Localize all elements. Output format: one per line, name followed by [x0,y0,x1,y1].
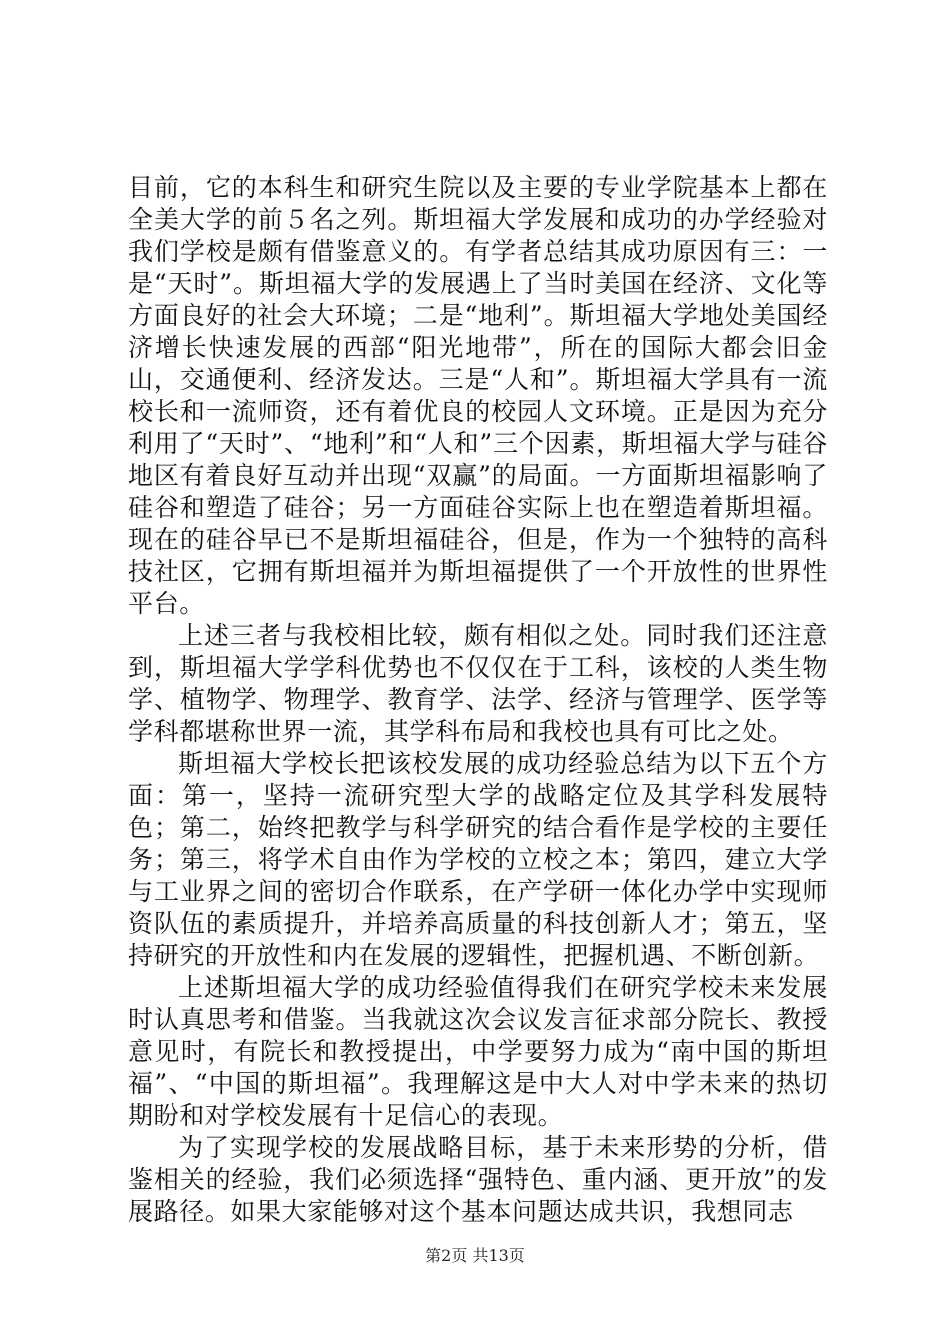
document-body [128,172,828,1228]
paragraph-1: 目前，它的本科生和研究生院以及主要的专业学院基本上都在全美大学的前５名之列。斯坦福大学发展和成功的办学经验对我们学校是颇有借鉴意义的。有学者总结其成功原因有三：一是“天时”。斯坦福大学的发展遇上了当时美国在经济、文化等方面良好的社会大环境；二是“地利”。斯坦福大学地处美国经济增长快速发展的西部“阳光地带”，所在的国际大都会旧金山，交通便利、经济发达。三是“人和”。斯坦福大学具有一流校长和一流师资，还有着优良的校园人文环境。正是因为充分利用了“天时”、“地利”和“人和”三个因素，斯坦福大学与硅谷地区有着良好互动并出现“双赢”的局面。一方面斯坦福影响了硅谷和塑造了硅谷；另一方面硅谷实际上也在塑造着斯坦福。现在的硅谷早已不是斯坦福硅谷，但是，作为一个独特的高科技社区，它拥有斯坦福并为斯坦福提供了一个开放性的世界性平台。 [128,173,828,618]
paragraph-3: 斯坦福大学校长把该校发展的成功经验总结为以下五个方面：第一，坚持一流研究型大学的战略定位及其学科发展特色；第二，始终把教学与科学研究的结合看作是学校的主要任务；第三，将学术自由作为学校的立校之本；第四，建立大学与工业界之间的密切合作联系，在产学研一体化办学中实现师资队伍的素质提升，并培养高质量的科技创新人才；第五，坚持研究的开放性和内在发展的逻辑性，把握机遇、不断创新。 [128,749,828,970]
page-number-footer: 第2页 共13页 [425,1246,525,1265]
paragraph-5: 为了实现学校的发展战略目标，基于未来形势的分析，借鉴相关的经验，我们必须选择“强特色、重内涵、更开放”的发展路径。如果大家能够对这个基本问题达成共识，我想同志 [128,1133,828,1226]
paragraph-2: 上述三者与我校相比较，颇有相似之处。同时我们还注意到，斯坦福大学学科优势也不仅仅在于工科，该校的人类生物学、植物学、物理学、教育学、法学、经济与管理学、医学等学科都堪称世界一流，其学科布局和我校也具有可比之处。 [128,621,828,746]
paragraph-4: 上述斯坦福大学的成功经验值得我们在研究学校未来发展时认真思考和借鉴。当我就这次会议发言征求部分院长、教授意见时，有院长和教授提出，中学要努力成为“南中国的斯坦福”、“中国的斯坦福”。我理解这是中大人对中学未来的热切期盼和对学校发展有十足信心的表现。 [128,973,828,1130]
